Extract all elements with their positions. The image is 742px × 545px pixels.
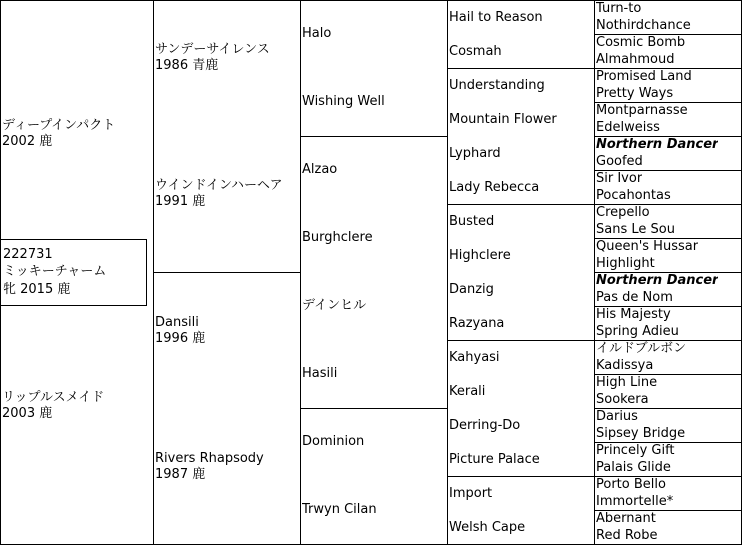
dam[interactable] <box>2 390 104 422</box>
gen5-horse[interactable]: Princely Gift <box>596 443 675 458</box>
gen5-horse[interactable]: Turn-to <box>596 1 642 16</box>
gen5-horse[interactable]: Cosmic Bomb <box>596 35 686 50</box>
gen4-horse[interactable]: Razyana <box>449 316 505 331</box>
gen5-horse[interactable]: High Line <box>596 375 658 390</box>
horse-year-color: 1987 鹿 <box>155 467 206 482</box>
gen5-horse[interactable]: Montparnasse <box>596 103 688 118</box>
sire-year-color: 2002 鹿 <box>2 134 53 149</box>
gen4-horse[interactable]: Lyphard <box>449 146 501 161</box>
gen4-horse[interactable]: Picture Palace <box>449 452 540 467</box>
gen5-horse[interactable]: Sipsey Bridge <box>596 426 686 441</box>
sire-name: ディープインパクト <box>2 118 116 133</box>
gen5-horse[interactable]: Sookera <box>596 392 649 407</box>
gen3-horse[interactable]: Dominion <box>302 434 365 449</box>
gen3-horse[interactable]: Halo <box>302 26 332 41</box>
grid-line <box>447 476 594 477</box>
horse-name: Dansili <box>155 315 199 330</box>
gen3-horse[interactable]: Burghclere <box>302 230 373 245</box>
subject-box <box>0 239 147 306</box>
dam-year-color: 2003 鹿 <box>2 406 53 421</box>
gen5-horse[interactable]: Pretty Ways <box>596 86 674 101</box>
grid-line <box>447 68 594 69</box>
gen5-horse[interactable]: Red Robe <box>596 528 658 543</box>
grid-line <box>447 204 594 205</box>
gen5-horse[interactable]: Sans Le Sou <box>596 222 675 237</box>
gen5-horse[interactable]: Porto Bello <box>596 477 666 492</box>
gen2-horse[interactable] <box>155 42 270 74</box>
gen3-horse[interactable]: デインヒル <box>302 298 367 313</box>
gen2-horse[interactable] <box>155 178 283 210</box>
dam-name: リップルスメイド <box>2 390 105 405</box>
gen2-horse[interactable] <box>155 315 205 347</box>
gen5-horse[interactable]: イルドブルボン <box>596 341 687 356</box>
gen5-horse[interactable]: Pocahontas <box>596 188 671 203</box>
gen4-horse[interactable]: Understanding <box>449 78 545 93</box>
gen5-horse[interactable]: Kadissya <box>596 358 654 373</box>
gen5-horse[interactable]: Immortelle* <box>596 494 674 509</box>
horse-year-color: 1986 青鹿 <box>155 58 219 73</box>
gen4-horse[interactable]: Kahyasi <box>449 350 500 365</box>
gen3-horse[interactable]: Alzao <box>302 162 338 177</box>
grid-line <box>447 0 448 545</box>
gen4-horse[interactable]: Cosmah <box>449 44 502 59</box>
gen4-horse[interactable]: Busted <box>449 214 495 229</box>
gen5-horse[interactable]: Pas de Nom <box>596 290 673 305</box>
gen5-horse[interactable]: Palais Glide <box>596 460 671 475</box>
subject-sex-year-color: 牝 2015 鹿 <box>3 282 71 297</box>
gen5-horse[interactable]: Northern Dancer <box>596 273 719 288</box>
gen4-horse[interactable]: Highclere <box>449 248 511 263</box>
horse-year-color: 1991 鹿 <box>155 194 206 209</box>
gen4-horse[interactable]: Mountain Flower <box>449 112 557 127</box>
gen5-horse[interactable]: Sir Ivor <box>596 171 643 186</box>
gen5-horse[interactable]: Crepello <box>596 205 650 220</box>
gen3-horse[interactable]: Wishing Well <box>302 94 385 109</box>
gen5-horse[interactable]: His Majesty <box>596 307 671 322</box>
grid-line <box>153 272 300 273</box>
gen4-horse[interactable]: Derring-Do <box>449 418 521 433</box>
gen3-horse[interactable]: Hasili <box>302 366 338 381</box>
gen5-horse[interactable]: Spring Adieu <box>596 324 679 339</box>
gen4-horse[interactable]: Import <box>449 486 493 501</box>
gen5-horse[interactable]: Northern Dancer <box>596 137 719 152</box>
gen4-horse[interactable]: Danzig <box>449 282 494 297</box>
gen4-horse[interactable]: Welsh Cape <box>449 520 526 535</box>
subject-name: ミッキーチャーム <box>3 264 107 279</box>
gen4-horse[interactable]: Lady Rebecca <box>449 180 540 195</box>
sire[interactable] <box>2 118 115 150</box>
gen4-horse[interactable]: Hail to Reason <box>449 10 543 25</box>
horse-name: Rivers Rhapsody <box>155 451 264 466</box>
grid-line <box>300 408 447 409</box>
gen3-horse[interactable]: Trwyn Cilan <box>302 502 377 517</box>
gen5-horse[interactable]: Goofed <box>596 154 643 169</box>
gen5-horse[interactable]: Promised Land <box>596 69 692 84</box>
gen4-horse[interactable]: Kerali <box>449 384 486 399</box>
horse-year-color: 1996 鹿 <box>155 331 206 346</box>
gen5-horse[interactable]: Darius <box>596 409 638 424</box>
grid-line <box>447 340 594 341</box>
gen5-horse[interactable]: Abernant <box>596 511 656 526</box>
grid-line <box>300 0 301 545</box>
gen5-horse[interactable]: Edelweiss <box>596 120 660 135</box>
gen2-horse[interactable] <box>155 451 264 483</box>
gen5-horse[interactable]: Highlight <box>596 256 655 271</box>
grid-line <box>300 136 447 137</box>
horse-name: サンデーサイレンス <box>155 42 270 57</box>
gen5-horse[interactable]: Almahmoud <box>596 52 675 67</box>
grid-line <box>0 0 1 545</box>
horse-name: ウインドインハーヘア <box>155 178 283 193</box>
gen5-horse[interactable]: Queen's Hussar <box>596 239 699 254</box>
gen5-horse[interactable]: Nothirdchance <box>596 18 691 33</box>
subject-id: 222731 <box>3 247 53 262</box>
